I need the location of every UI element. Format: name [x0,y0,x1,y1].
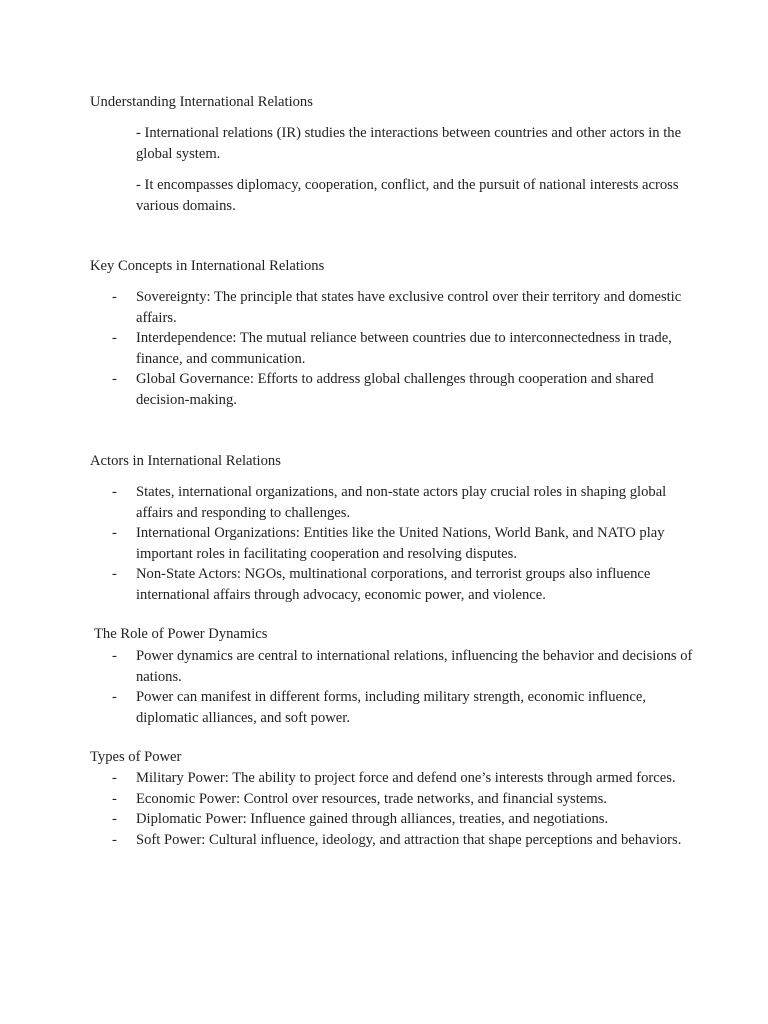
list-item [112,369,702,410]
section-heading-types-of-power: Types of Power [90,749,182,765]
list-item-text: Soft Power: Cultural influence, ideology, and attraction that shape perceptions and behaviors. [136,831,682,848]
bullet-dash: - [112,689,117,706]
bullet-dash: - [112,831,117,848]
list-item [112,789,702,810]
list-item-text: Diplomatic Power: Influence gained through alliances, treaties, and negotiations. [136,811,609,828]
list-item [112,328,702,369]
bullet-dash: - [112,566,117,583]
bullet-dash: - [112,770,117,786]
list-item [112,646,702,687]
actors-list [112,482,702,606]
key-concepts-list [112,287,702,411]
list-item-text: Global Governance: Efforts to address global challenges through cooperation and shared decision-making. [136,371,654,408]
list-item-text: Military Power: The ability to project force and defend one’s interests through armed forces. [136,770,676,786]
bullet-dash: - [112,371,117,388]
bullet-dash: - [112,790,117,807]
bullet-dash: - [112,525,117,542]
list-item [112,830,702,851]
list-item-text: Non-State Actors: NGOs, multinational corporations, and terrorist groups also influence international affairs through advocacy, economic power, and violence. [136,566,651,603]
list-item-text: Sovereignty: The principle that states have exclusive control over their territory and domestic affairs. [136,289,682,326]
list-item-text: Power dynamics are central to international relations, influencing the behavior and decisions of nations. [136,648,693,685]
list-item [112,809,702,830]
bullet-dash: - [112,330,117,347]
types-of-power-list [112,768,702,850]
list-item-text: International Organizations: Entities like the United Nations, World Bank, and NATO play important roles in facilitating cooperation and resolving disputes. [136,525,665,562]
list-item-text: Economic Power: Control over resources, trade networks, and financial systems. [136,790,607,807]
bullet-dash: - [112,289,117,305]
section-heading-power-dynamics: The Role of Power Dynamics [94,626,268,642]
bullet-dash: - [112,811,117,828]
list-item [112,564,702,605]
list-item-text: Interdependence: The mutual reliance between countries due to interconnectedness in trade, finance, and communication. [136,330,672,367]
section-heading-understanding-ir: Understanding International Relations [90,94,313,110]
bullet-dash: - [112,648,117,664]
list-item [112,768,702,789]
list-item [112,482,702,523]
intro-paragraph-1: - International relations (IR) studies the interactions between countries and other actors in the global system. [136,125,682,162]
intro-paragraph-2: - It encompasses diplomacy, cooperation, conflict, and the pursuit of national interests across various domains. [136,177,679,214]
list-item [112,523,702,564]
list-item-text: States, international organizations, and non-state actors play crucial roles in shaping global affairs and responding to challenges. [136,484,667,521]
bullet-dash: - [112,484,117,500]
section-heading-actors: Actors in International Relations [90,453,281,469]
list-item [112,287,702,328]
section-heading-key-concepts: Key Concepts in International Relations [90,258,325,274]
list-item [112,687,702,728]
power-dynamics-list [112,646,702,728]
list-item-text: Power can manifest in different forms, including military strength, economic influence, diplomatic alliances, and soft power. [136,689,646,726]
